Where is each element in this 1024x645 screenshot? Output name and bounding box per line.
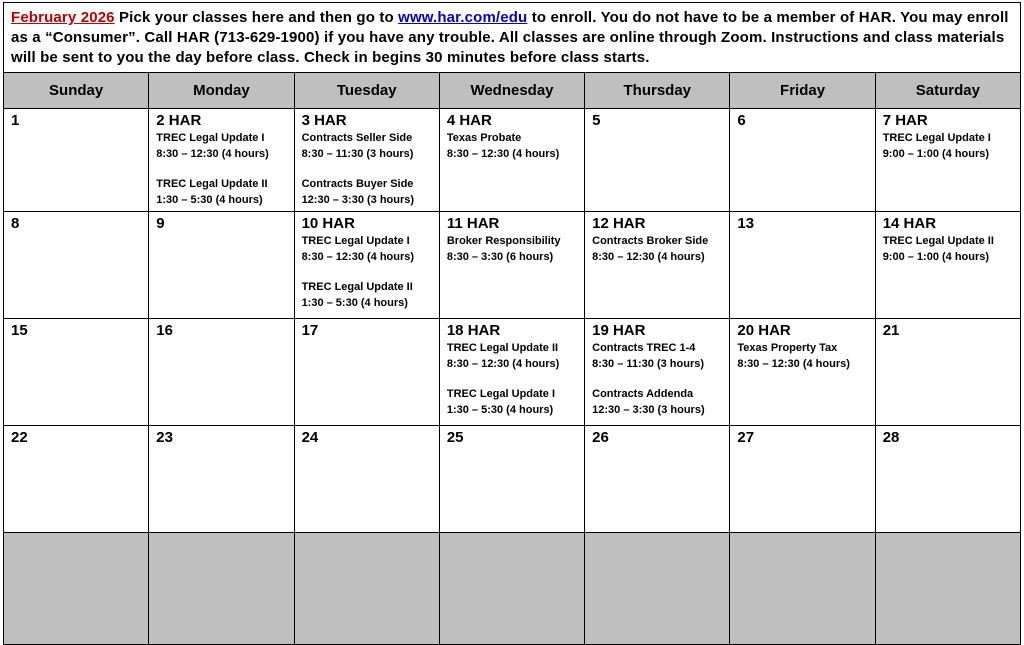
day-label: 12 HAR <box>592 215 646 232</box>
class-name: Texas Property Tax <box>737 342 838 354</box>
class-time: 12:30 – 3:30 (3 hours) <box>301 194 415 206</box>
week-row <box>4 426 1021 533</box>
day-label: 21 <box>882 322 900 339</box>
enroll-link[interactable]: www.har.com/edu <box>398 9 528 26</box>
class-time: 12:30 – 3:30 (3 hours) <box>592 404 705 416</box>
week-row <box>4 212 1021 319</box>
weekday-header: Saturday <box>875 73 1020 109</box>
day-label: 7 HAR <box>882 112 928 129</box>
day-label: 16 <box>156 322 173 339</box>
class-time: 9:00 – 1:00 (4 hours) <box>882 148 990 160</box>
day-cell <box>439 109 584 212</box>
day-cell <box>585 212 730 319</box>
day-label: 2 HAR <box>156 112 202 129</box>
calendar-weeks <box>4 109 1021 645</box>
day-label: 23 <box>156 429 173 446</box>
class-time: 1:30 – 5:30 (4 hours) <box>301 297 408 309</box>
day-cell <box>730 319 875 426</box>
day-label: 17 <box>301 322 319 339</box>
day-cell <box>875 426 1020 533</box>
class-spacer <box>302 162 439 176</box>
day-label: 15 <box>11 322 28 339</box>
day-label: 6 <box>737 112 746 129</box>
day-label: 19 HAR <box>592 322 646 339</box>
class-time: 1:30 – 5:30 (4 hours) <box>446 404 554 416</box>
day-label: 13 <box>737 215 755 232</box>
empty-day-cell <box>294 533 439 645</box>
class-spacer <box>302 265 439 279</box>
day-label: 8 <box>11 215 20 232</box>
day-label: 25 <box>446 429 464 446</box>
class-name: Contracts Seller Side <box>301 132 413 144</box>
intro-text <box>3 2 1021 72</box>
day-cell <box>294 319 439 426</box>
day-label: 3 HAR <box>301 112 347 129</box>
class-time: 8:30 – 11:30 (3 hours) <box>592 358 705 370</box>
class-time: 8:30 – 3:30 (6 hours) <box>446 251 554 263</box>
weekday-header: Friday <box>730 73 875 109</box>
empty-day-cell <box>149 533 294 645</box>
class-name: TREC Legal Update I <box>156 132 265 144</box>
blank-week-row <box>4 533 1021 645</box>
day-cell <box>294 426 439 533</box>
class-spacer <box>156 162 293 176</box>
day-label: 14 HAR <box>882 215 937 232</box>
class-time: 8:30 – 12:30 (4 hours) <box>301 251 415 263</box>
class-time: 8:30 – 12:30 (4 hours) <box>156 148 269 160</box>
day-label: 18 HAR <box>446 322 501 339</box>
class-name: Texas Probate <box>446 132 522 144</box>
day-cell <box>585 109 730 212</box>
calendar-grid <box>3 72 1021 645</box>
day-cell <box>294 212 439 319</box>
day-cell <box>439 212 584 319</box>
intro-part-2: to enroll. You do not have to be a member of HAR. You may enroll as a “Consumer”. Call HAR (713-629-1900) if you have any trouble. All classes are online through Zoom. Instructions and class materials will be sent to you the day before class. Check in begins 30 minutes before class starts. <box>11 9 1009 66</box>
day-cell <box>439 319 584 426</box>
class-name: TREC Legal Update I <box>882 132 991 144</box>
class-name: TREC Legal Update I <box>301 235 410 247</box>
day-label: 26 <box>592 429 609 446</box>
class-name: Broker Responsibility <box>446 235 561 247</box>
empty-day-cell <box>585 533 730 645</box>
week-row <box>4 319 1021 426</box>
class-name: TREC Legal Update II <box>156 178 268 190</box>
day-label: 10 HAR <box>301 215 355 232</box>
class-time: 8:30 – 12:30 (4 hours) <box>446 358 560 370</box>
day-cell <box>294 109 439 212</box>
day-cell <box>4 109 149 212</box>
class-name: Contracts TREC 1-4 <box>592 342 696 354</box>
day-label: 20 HAR <box>737 322 791 339</box>
class-time: 8:30 – 12:30 (4 hours) <box>592 251 705 263</box>
empty-day-cell <box>4 533 149 645</box>
empty-day-cell <box>875 533 1020 645</box>
class-name: Contracts Buyer Side <box>301 178 414 190</box>
class-name: TREC Legal Update I <box>446 388 556 400</box>
class-time: 8:30 – 12:30 (4 hours) <box>737 358 850 370</box>
class-time: 1:30 – 5:30 (4 hours) <box>156 194 263 206</box>
day-label: 5 <box>592 112 601 129</box>
day-cell <box>439 426 584 533</box>
weekday-header: Thursday <box>585 73 730 109</box>
weekday-header: Sunday <box>4 73 149 109</box>
day-label: 24 <box>301 429 319 446</box>
day-cell <box>730 426 875 533</box>
day-cell <box>149 109 294 212</box>
month-title: February 2026 <box>11 9 115 26</box>
day-cell <box>730 109 875 212</box>
empty-day-cell <box>439 533 584 645</box>
day-cell <box>149 426 294 533</box>
weekday-header: Wednesday <box>439 73 584 109</box>
day-cell <box>149 319 294 426</box>
intro-part-1: Pick your classes here and then go to <box>114 9 399 26</box>
day-cell <box>875 212 1020 319</box>
week-row <box>4 109 1021 212</box>
day-cell <box>730 212 875 319</box>
day-label: 1 <box>11 112 20 129</box>
class-time: 8:30 – 11:30 (3 hours) <box>301 148 414 160</box>
class-name: TREC Legal Update II <box>882 235 994 247</box>
day-cell <box>4 212 149 319</box>
day-cell <box>149 212 294 319</box>
day-label: 28 <box>882 429 900 446</box>
day-cell <box>875 109 1020 212</box>
day-cell <box>4 426 149 533</box>
class-time: 9:00 – 1:00 (4 hours) <box>882 251 990 263</box>
class-spacer <box>447 372 584 386</box>
day-cell <box>585 319 730 426</box>
class-time: 8:30 – 12:30 (4 hours) <box>446 148 560 160</box>
class-spacer <box>592 372 729 386</box>
weekday-header: Monday <box>149 73 294 109</box>
day-label: 4 HAR <box>446 112 492 129</box>
weekday-header-row <box>4 73 1021 109</box>
day-label: 27 <box>737 429 755 446</box>
empty-day-cell <box>730 533 875 645</box>
day-cell <box>875 319 1020 426</box>
day-cell <box>4 319 149 426</box>
weekday-header: Tuesday <box>294 73 439 109</box>
class-name: Contracts Addenda <box>592 388 694 400</box>
day-label: 9 <box>156 215 165 232</box>
class-name: TREC Legal Update II <box>446 342 559 354</box>
day-label: 11 HAR <box>446 215 500 232</box>
class-name: TREC Legal Update II <box>301 281 413 293</box>
day-cell <box>585 426 730 533</box>
class-name: Contracts Broker Side <box>592 235 709 247</box>
day-label: 22 <box>11 429 28 446</box>
